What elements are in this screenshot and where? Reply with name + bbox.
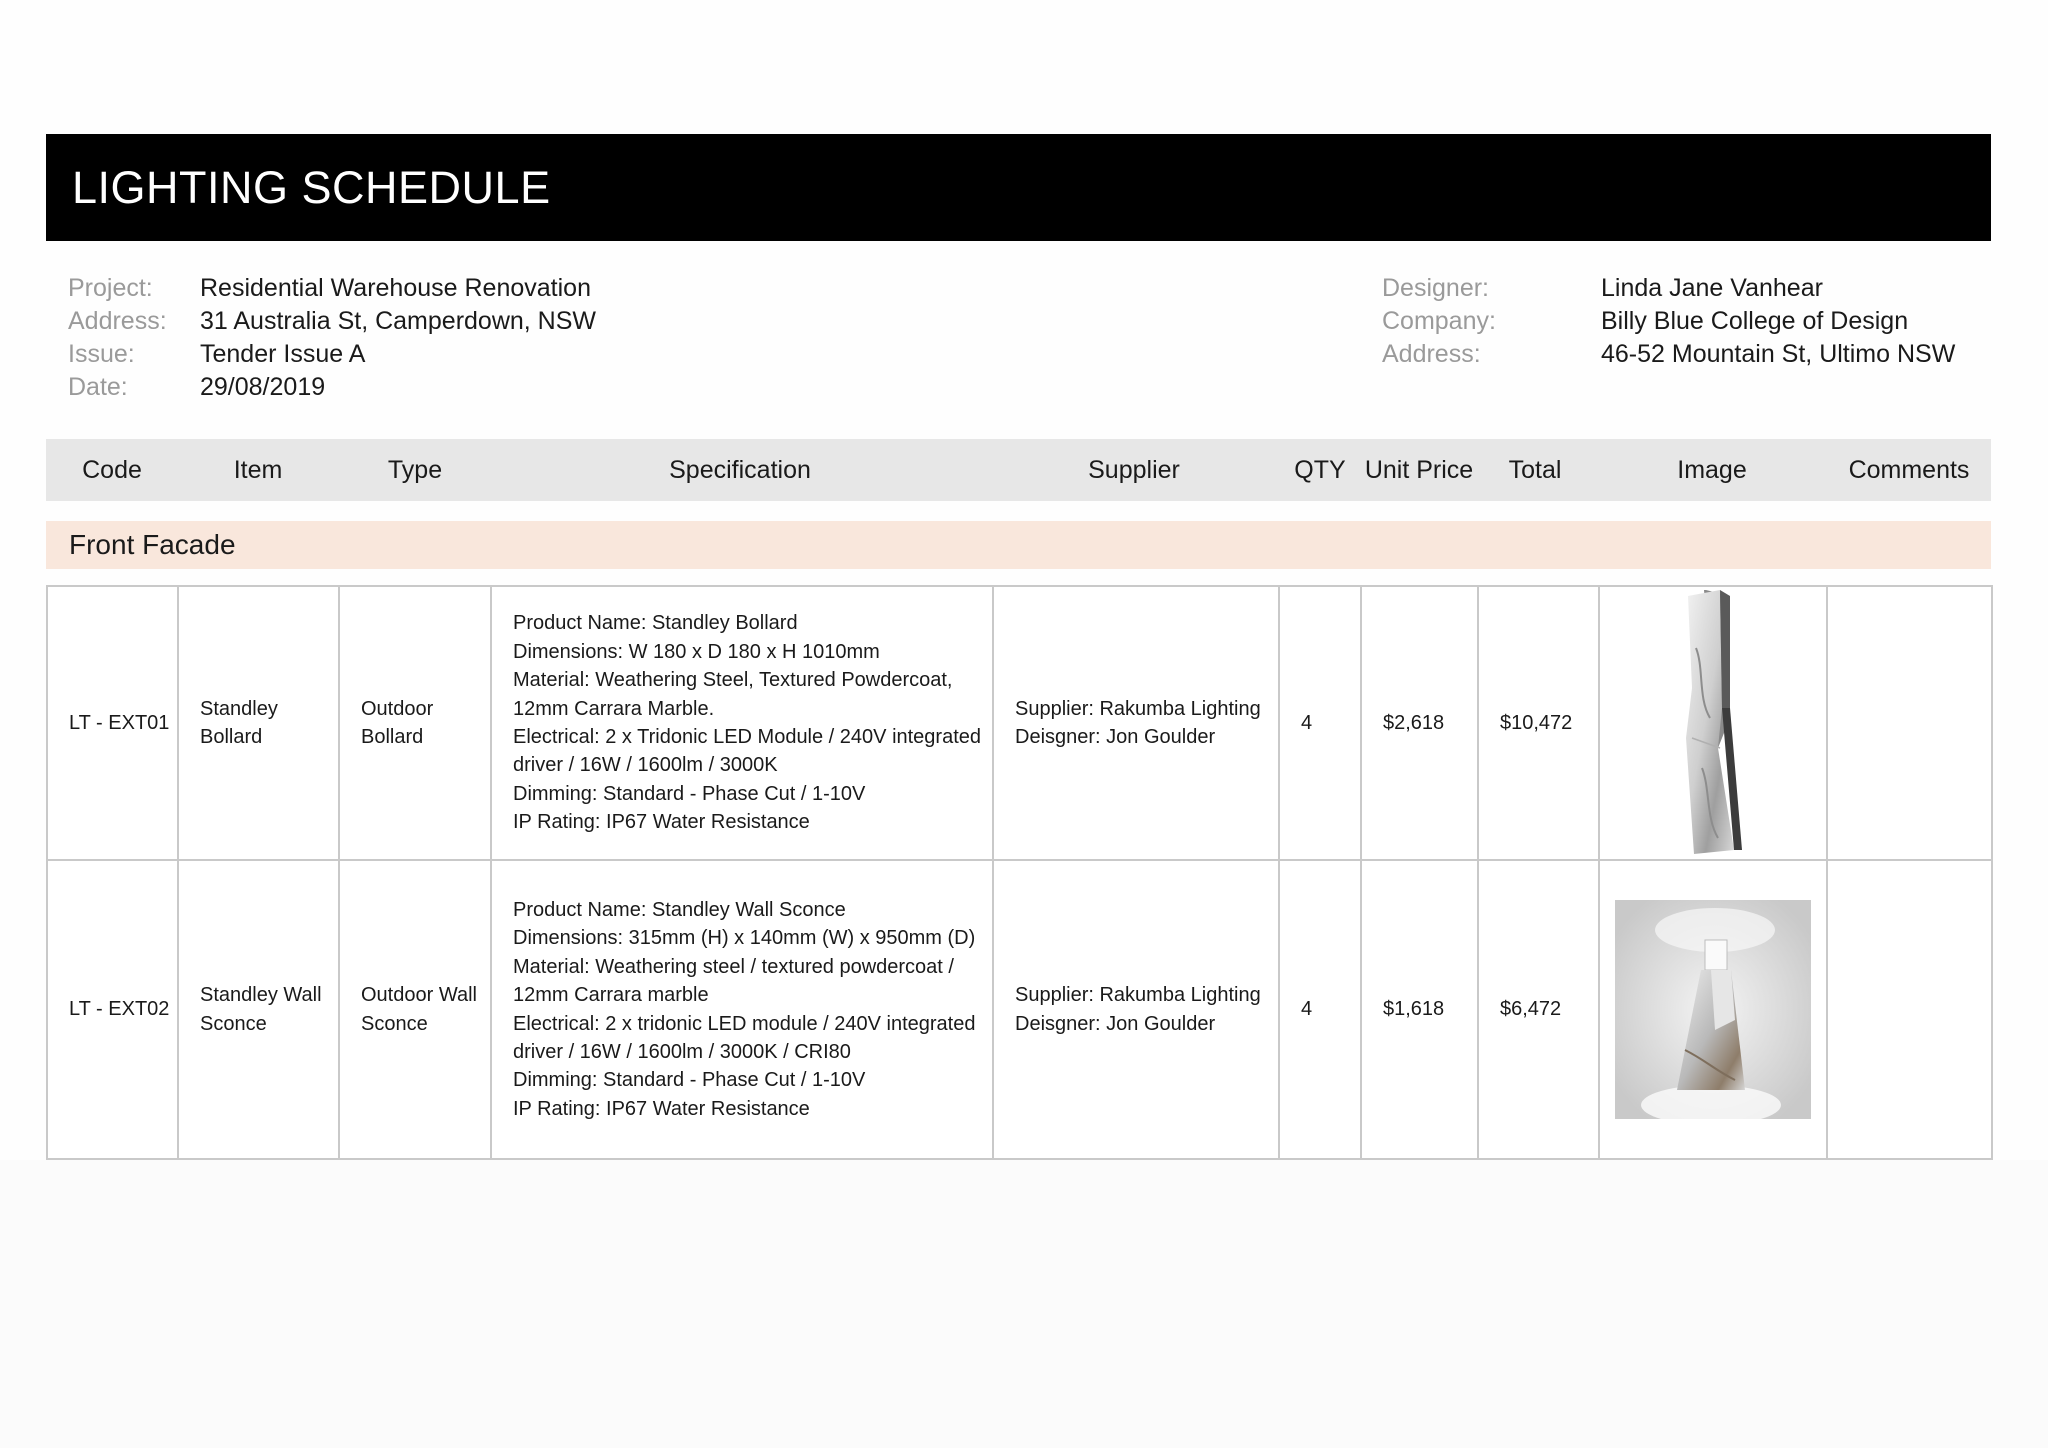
column-header-code: Code [82,456,142,484]
designer-line: Deisgner: Jon Goulder [1015,726,1216,748]
column-header-comments: Comments [1848,456,1970,484]
spec-line: Material: Weathering steel / textured powdercoat / [513,955,954,978]
comments-cell [1827,860,1992,1159]
designer-value: Linda Jane Vanhear [1601,274,1823,302]
spec-line: Dimming: Standard - Phase Cut / 1-10V [513,1069,866,1092]
address-value: 31 Australia St, Camperdown, NSW [200,307,596,335]
column-header-total: Total [1508,456,1562,484]
spec-line: Dimensions: 315mm (H) x 140mm (W) x 950mm (D) [513,927,976,950]
type-line: Outdoor [361,697,434,720]
column-header-type: Type [387,456,443,484]
supplier-cell [993,586,1279,860]
column-header-supplier: Supplier [1088,456,1180,484]
spec-line: Dimming: Standard - Phase Cut / 1-10V [513,782,866,805]
comments-cell [1827,586,1992,860]
type-cell [339,860,491,1159]
project-row [68,272,596,305]
column-header-unit-price: Unit Price [1364,456,1474,484]
qty-cell: 4 [1279,860,1361,1159]
qty-cell: 4 [1279,586,1361,860]
spec-line: Material: Weathering Steel, Textured Powdercoat, [513,669,953,692]
table-row [47,860,1992,1159]
supplier-cell [993,860,1279,1159]
designer-info [1382,272,1955,371]
address-row [68,305,596,338]
schedule-table [46,585,1993,1160]
issue-label: Issue: [68,340,135,368]
total-cell: $10,472 [1478,586,1599,860]
bollard-image [1658,588,1768,858]
title-bar [46,134,1991,241]
company-address-value: 46-52 Mountain St, Ultimo NSW [1601,340,1956,368]
spec-line: Electrical: 2 x Tridonic LED Module / 240V integrated [513,726,982,748]
spec-line: IP Rating: IP67 Water Resistance [513,1097,810,1120]
spec-line: 12mm Carrara Marble. [513,697,715,720]
issue-row [68,338,596,371]
spec-line: Product Name: Standley Bollard [513,612,798,635]
unit-price-cell: $2,618 [1361,586,1478,860]
spec-line: 12mm Carrara marble [513,984,709,1007]
total-cell: $6,472 [1478,860,1599,1159]
section-title: Front Facade [69,529,236,560]
type-line: Outdoor Wall [361,984,477,1007]
page-background [0,1160,2048,1448]
column-header-item: Item [233,456,283,484]
project-label: Project: [68,274,153,302]
date-label: Date: [68,373,128,401]
item-line: Sconce [200,1012,267,1035]
spec-line: Dimensions: W 180 x D 180 x H 1010mm [513,640,880,663]
issue-value: Tender Issue A [200,340,366,368]
code-cell: LT - EXT01 [47,586,178,860]
image-cell [1599,586,1827,860]
project-info [68,272,596,404]
column-header-image: Image [1677,456,1747,484]
unit-price-cell: $1,618 [1361,860,1478,1159]
type-cell [339,586,491,860]
designer-label: Designer: [1382,274,1489,302]
column-header-specification: Specification [669,456,811,484]
item-line: Standley Wall [200,984,322,1007]
company-address-label: Address: [1382,340,1481,368]
table-row [47,586,1992,860]
supplier-line: Supplier: Rakumba Lighting [1015,697,1261,720]
specification-cell [491,860,993,1159]
column-header-qty: QTY [1294,456,1346,484]
company-address-row [1382,338,1955,371]
designer-line: Deisgner: Jon Goulder [1015,1012,1216,1035]
item-cell [178,860,339,1159]
company-label: Company: [1382,307,1496,335]
spec-line: Product Name: Standley Wall Sconce [513,898,846,921]
specification-cell [491,586,993,860]
page-title: LIGHTING SCHEDULE [72,162,551,213]
item-cell [178,586,339,860]
spec-line: IP Rating: IP67 Water Resistance [513,811,810,834]
company-row [1382,305,1955,338]
item-line: Standley [200,697,278,720]
section-header [46,521,1991,569]
code-cell: LT - EXT02 [47,860,178,1159]
supplier-line: Supplier: Rakumba Lighting [1015,984,1261,1007]
type-line: Bollard [361,726,424,748]
company-value: Billy Blue College of Design [1601,307,1909,335]
image-cell [1599,860,1827,1159]
wall-sconce-image [1615,900,1811,1119]
date-row [68,371,596,404]
spec-line: Electrical: 2 x tridonic LED module / 240V integrated [513,1012,976,1035]
designer-row [1382,272,1955,305]
date-value: 29/08/2019 [200,373,326,401]
address-label: Address: [68,307,167,335]
spec-line: driver / 16W / 1600lm / 3000K [513,754,778,777]
item-line: Bollard [200,726,263,748]
project-value: Residential Warehouse Renovation [200,274,591,302]
column-header-bar [46,439,1991,501]
type-line: Sconce [361,1012,428,1035]
spec-line: driver / 16W / 1600lm / 3000K / CRI80 [513,1040,851,1063]
